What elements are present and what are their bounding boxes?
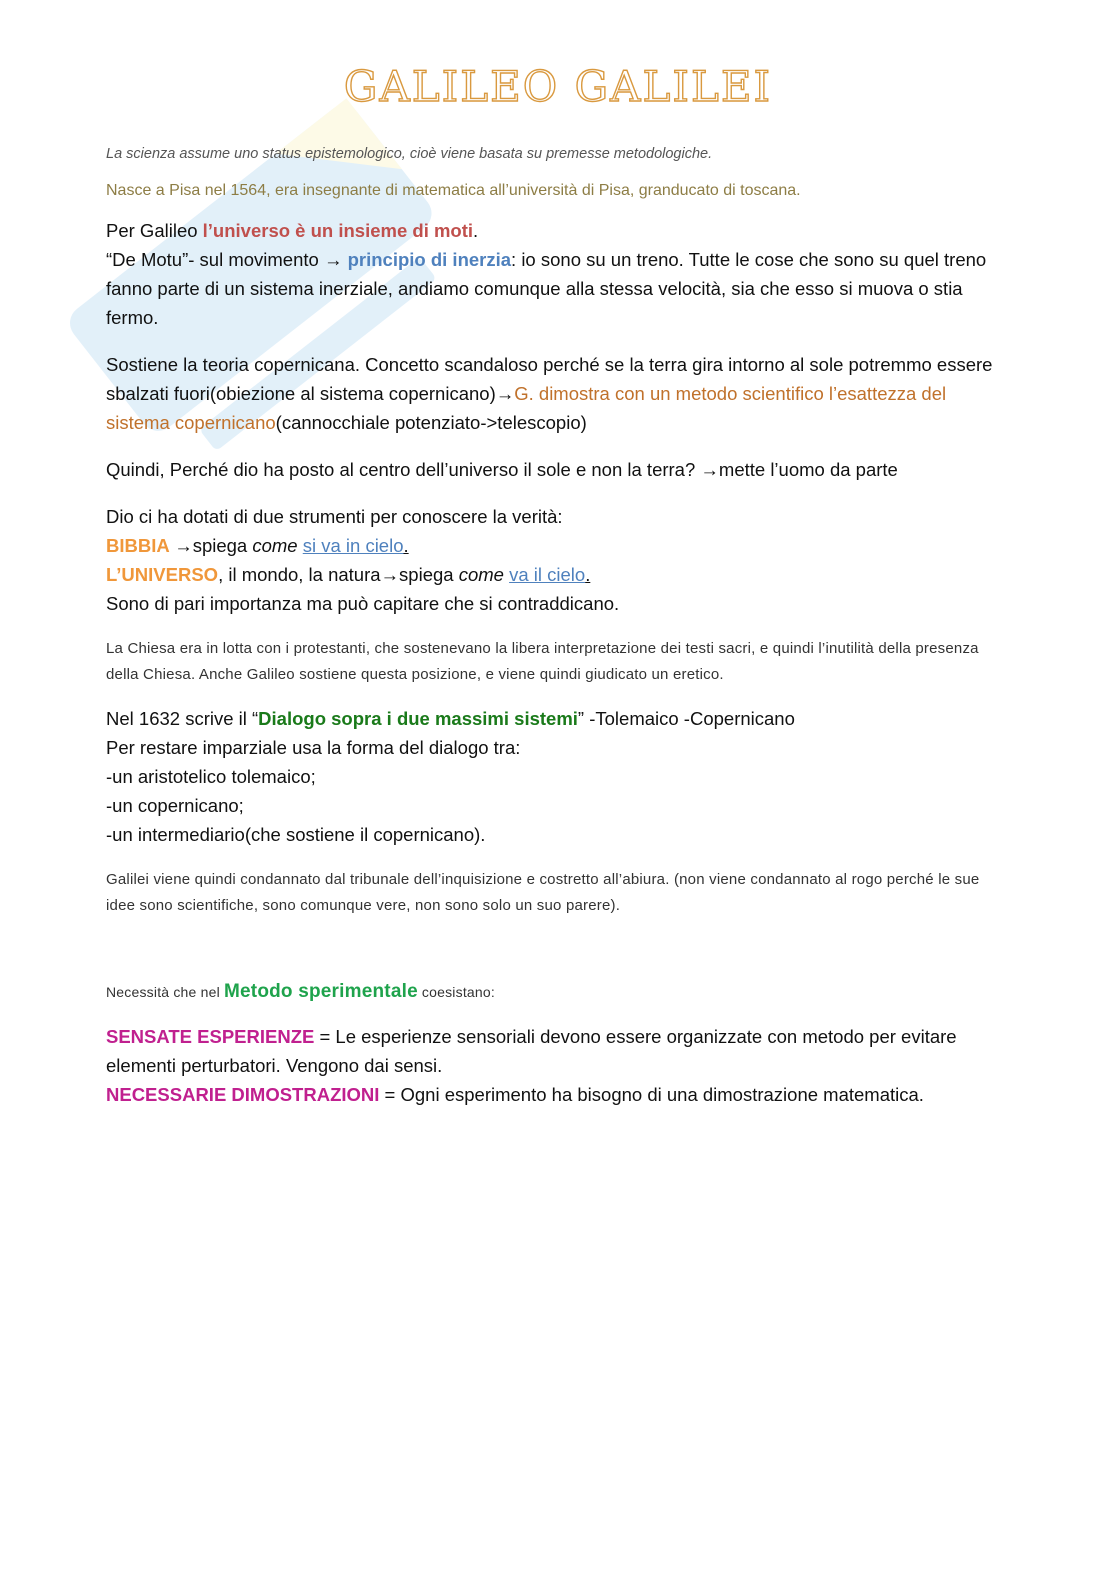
quindi-post: mette l’uomo da parte: [718, 459, 898, 480]
quindi-paragraph: [106, 455, 1011, 484]
universo-label: L’UNIVERSO: [106, 564, 219, 585]
arrow-icon: →: [495, 383, 515, 404]
necessarie-label: NECESSARIE DIMOSTRAZIONI: [106, 1084, 380, 1105]
metodo-paragraph: [106, 979, 1011, 1006]
tools-closing: Sono di pari importanza ma può capitare che si contraddicano.: [106, 593, 620, 614]
sensate-text: = Le esperienze sensoriali devono essere organizzate con metodo per evitare elementi perturbatori. Vengono dai sensi.: [106, 1026, 957, 1076]
spacer: [106, 935, 1011, 979]
universe-pre: Per Galileo: [106, 220, 203, 241]
esperienze-paragraph: [106, 1022, 1011, 1109]
condanna-paragraph: Galilei viene quindi condannato dal tribunale dell’inquisizione e costretto all’abiura. (non viene condannato al rogo perché le sue idee sono scientifiche, sono comunque vere, non sono solo un suo parere).: [106, 871, 980, 914]
dialogo-item: -un copernicano;: [106, 795, 244, 816]
dot-text: .: [585, 564, 591, 585]
arrow-icon: →: [174, 535, 193, 556]
dialogo-item: -un aristotelico tolemaico;: [106, 766, 316, 787]
inertia-term: principio di inerzia: [347, 249, 512, 270]
bio-paragraph: Nasce a Pisa nel 1564, era insegnante di matematica all’università di Pisa, granducato di toscana.: [106, 182, 801, 199]
dialogo-pre: Nel 1632 scrive il “: [106, 708, 259, 729]
arrow-icon: →: [700, 459, 719, 480]
universo-link[interactable]: va il cielo: [509, 564, 586, 585]
intro-paragraph: La scienza assume uno status epistemologico, cioè viene basata su premesse metodologiche.: [106, 146, 713, 162]
universe-highlight: l’universo è un insieme di moti: [202, 220, 474, 241]
dialogo-paragraph: [106, 704, 1011, 849]
church-paragraph: La Chiesa era in lotta con i protestanti, che sostenevano la libera interpretazione dei testi sacri, e quindi l’inutilità della presenza della Chiesa. Anche Galileo sostiene questa posizione, e viene quindi giudicato un eretico.: [106, 640, 979, 683]
copernican-paragraph: [106, 350, 1011, 437]
copernican-pre: Sostiene la teoria copernicana. Concetto scandaloso perché se la terra gira intorno al sole potremmo essere sbalzati fuori(obiezione al sistema copernicano): [106, 354, 993, 404]
dialogo-title: Dialogo sopra i due massimi sistemi: [258, 708, 578, 729]
necessarie-text: = Ogni esperimento ha bisogno di una dimostrazione matematica.: [379, 1084, 924, 1105]
metodo-pre: Necessità che nel: [106, 984, 224, 1000]
bibbia-label: BIBBIA: [106, 535, 175, 556]
bibbia-link[interactable]: si va in cielo: [302, 535, 404, 556]
universo-mid: , il mondo, la natura: [218, 564, 381, 585]
dialogo-line2: Per restare imparziale usa la forma del dialogo tra:: [106, 737, 521, 758]
come-text: come: [458, 564, 504, 585]
copernican-post: (cannocchiale potenziato->telescopio): [275, 412, 587, 433]
page-title: GALILEO GALILEI: [343, 62, 773, 111]
dialogo-item: -un intermediario(che sostiene il copernicano).: [106, 824, 486, 845]
spiega-text: spiega: [399, 564, 459, 585]
arrow-icon: →: [323, 249, 343, 270]
come-text: come: [252, 535, 298, 556]
universe-post: .: [473, 220, 479, 241]
motu-pre: “De Motu”- sul movimento: [106, 249, 324, 270]
tools-intro: Dio ci ha dotati di due strumenti per conoscere la verità:: [106, 506, 563, 527]
spiega-text: spiega: [192, 535, 253, 556]
arrow-icon: →: [380, 564, 400, 585]
document-body: [106, 136, 1011, 1127]
quindi-pre: Quindi, Perché dio ha posto al centro dell’universo il sole e non la terra?: [106, 459, 701, 480]
dot-text: .: [403, 535, 409, 556]
dialogo-post: ” -Tolemaico -Copernicano: [577, 708, 795, 729]
universe-paragraph: [106, 216, 1011, 332]
metodo-post: coesistano:: [417, 984, 495, 1000]
metodo-highlight: Metodo sperimentale: [224, 981, 418, 1002]
copernican-highlight: G. dimostra con un metodo scientifico l’esattezza del sistema copernicano: [106, 383, 947, 433]
sensate-label: SENSATE ESPERIENZE: [106, 1026, 315, 1047]
tools-paragraph: [106, 502, 1011, 618]
motu-post: : io sono su un treno. Tutte le cose che sono su quel treno fanno parte di un sistema inerziale, andiamo comunque alla stessa velocità, sia che esso si muova o stia fermo.: [106, 249, 987, 328]
